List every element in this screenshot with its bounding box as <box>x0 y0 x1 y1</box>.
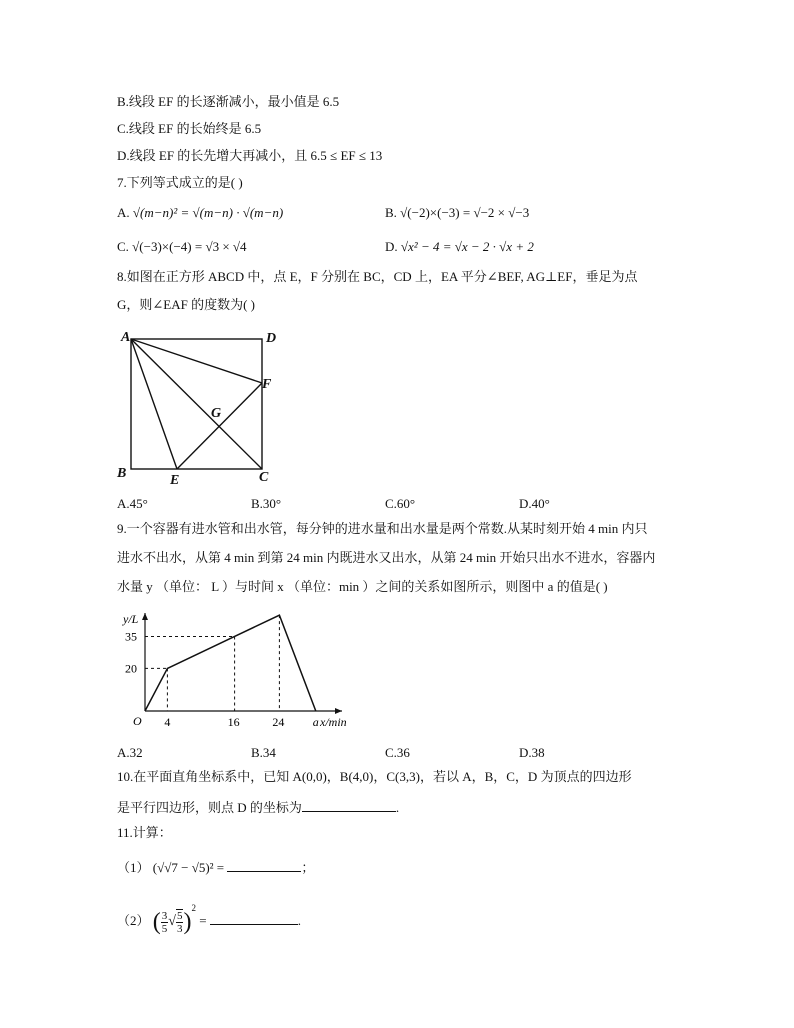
q11-part2 <box>117 893 301 937</box>
q11-part2-answer-blank[interactable] <box>210 910 298 925</box>
q11-part2-num2: 5 <box>176 910 183 923</box>
q11-part2-den1: 5 <box>161 922 168 935</box>
q11-part1-expr: (√√7 − √5)² = <box>152 860 225 875</box>
q7-option-b-label: B. <box>385 205 397 220</box>
y-tick-label-35: 35 <box>125 629 137 644</box>
q9-water-chart <box>110 605 360 730</box>
q9-stem-line3: 水量 y （单位： L ）与时间 x （单位：min ）之间的关系如图所示，则图中 a 的值是( ) <box>117 579 608 594</box>
x-tick-label-24: 24 <box>272 715 285 729</box>
label-e: E <box>170 473 180 488</box>
q11-part1-label: （1） <box>117 860 150 875</box>
q11-part1 <box>117 857 314 877</box>
q11-part2-den2: 3 <box>176 923 183 936</box>
q7-option-b-expr: √(−2)×(−3) = √−2 × √−3 <box>400 205 530 220</box>
q8-option-a: A.45° <box>117 496 148 511</box>
q8-stem-line1: 8.如图在正方形 ABCD 中，点 E，F 分别在 BC，CD 上，EA 平分∠BEF, AG⊥EF，垂足为点 <box>117 269 638 284</box>
q8-stem-line2: G，则∠EAF 的度数为( ) <box>117 297 255 312</box>
x-tick-label-a: a <box>312 715 319 729</box>
segment-ae <box>131 339 177 469</box>
q10-answer-blank[interactable] <box>302 797 396 812</box>
label-c: C <box>259 470 269 485</box>
q7-option-c-expr: √(−3)×(−4) = √3 × √4 <box>132 239 247 254</box>
label-f: F <box>262 377 272 392</box>
q6-option-b: B.线段 EF 的长逐渐减小，最小值是 6.5 <box>117 94 340 109</box>
q7-option-d-expr: √x² − 4 = √x − 2 · √x + 2 <box>400 239 534 254</box>
q10-stem-line2 <box>117 797 399 817</box>
segment-af <box>131 339 262 383</box>
origin-label: O <box>133 714 142 728</box>
q7-option-c <box>117 238 247 256</box>
q7-option-a-label: A. <box>117 205 130 220</box>
label-d: D <box>266 331 277 346</box>
q7-option-a <box>117 204 283 222</box>
q7-option-c-label: C. <box>117 239 129 254</box>
label-b: B <box>117 466 127 481</box>
q9-option-c: C.36 <box>385 745 410 760</box>
sqrt-icon: √ <box>168 914 176 929</box>
label-g: G <box>211 406 222 421</box>
q10-stem-line1: 10.在平面直角坐标系中，已知 A(0,0)，B(4,0)，C(3,3)，若以 A，B，C，D 为顶点的四边形 <box>117 769 632 784</box>
q11-part2-eq: = <box>199 913 207 928</box>
q9-option-b: B.34 <box>251 745 276 760</box>
q11-part2-end: . <box>297 913 302 928</box>
y-tick-label-20: 20 <box>125 661 137 676</box>
q7-option-d <box>385 238 534 256</box>
q6-option-d: D.线段 EF 的长先增大再减小，且 6.5 ≤ EF ≤ 13 <box>117 148 383 163</box>
q9-stem-line1: 9.一个容器有进水管和出水管，每分钟的进水量和出水量是两个常数.从某时刻开始 4 min 内只 <box>117 521 648 536</box>
q11-part1-answer-blank[interactable] <box>227 857 301 872</box>
q8-option-b: B.30° <box>251 496 282 511</box>
q11-part2-right-paren: ) <box>183 909 192 936</box>
y-axis-arrow <box>142 613 148 620</box>
q11-part2-num1: 3 <box>161 909 168 922</box>
series-line-water <box>145 615 316 711</box>
q7-option-b <box>385 204 529 222</box>
label-a: A <box>121 330 131 345</box>
q11-part2-exponent: 2 <box>191 903 196 913</box>
q10-end: . <box>395 800 400 815</box>
q9-option-d: D.38 <box>519 745 545 760</box>
x-tick-label-16: 16 <box>227 715 240 729</box>
q11-part1-end: ； <box>301 860 315 875</box>
x-axis-label: x/min <box>320 715 347 729</box>
q10-stem-text: 是平行四边形，则点 D 的坐标为 <box>117 800 302 815</box>
q11-stem: 11.计算： <box>117 825 172 840</box>
q7-stem: 7.下列等式成立的是( ) <box>117 175 243 190</box>
y-axis-label: y/L <box>123 612 139 626</box>
x-tick-label-4: 4 <box>164 715 171 729</box>
q8-square-figure <box>110 325 280 490</box>
q8-option-c: C.60° <box>385 496 416 511</box>
q8-option-d: D.40° <box>519 496 550 511</box>
q7-option-d-label: D. <box>385 239 398 254</box>
q9-option-a: A.32 <box>117 745 143 760</box>
x-axis-arrow <box>335 708 342 714</box>
q9-stem-line2: 进水不出水，从第 4 min 到第 24 min 内既进水又出水，从第 24 min 开始只出水不进水，容器内 <box>117 550 656 565</box>
q11-part2-label: （2） <box>117 913 150 928</box>
q11-part2-left-paren: ( <box>152 909 161 936</box>
q7-option-a-expr: √(m−n)² = √(m−n) · √(m−n) <box>132 205 284 220</box>
q6-option-c: C.线段 EF 的长始终是 6.5 <box>117 121 262 136</box>
